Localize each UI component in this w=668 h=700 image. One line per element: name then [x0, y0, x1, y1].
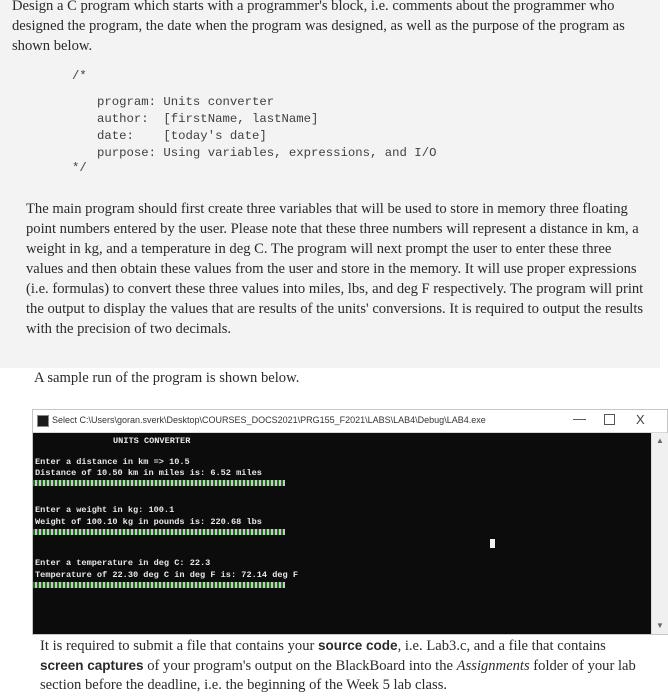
console-output	[33, 433, 651, 634]
console-title: Select C:\Users\goran.sverk\Desktop\COURSES_DOCS2021\PRG155_F2021\LABS\LAB4\Debug\LAB4.exe	[52, 415, 486, 425]
footer-text: folder of your lab section before the deadline, i.e. the beginning of the Week 5 lab class.	[40, 658, 636, 693]
separator-line	[33, 582, 285, 588]
footer-text: of your program's output on the BlackBoard into the	[143, 658, 457, 674]
footer-text: It is required to submit a file that contains your	[40, 638, 319, 654]
comment-open: /*	[72, 69, 87, 83]
footer-bold-screen-captures: screen captures	[40, 658, 144, 673]
footer-italic-assignments: Assignments	[456, 658, 530, 674]
text-cursor	[490, 539, 495, 548]
sample-run-caption: A sample run of the program is shown below.	[34, 370, 300, 386]
console-line: Temperature of 22.30 deg C in deg F is: 72.14 deg F	[35, 570, 299, 580]
console-scrollbar[interactable]	[651, 433, 668, 634]
intro-paragraph: Design a C program which starts with a programmer's block, i.e. comments about the programmer who designed the program, the date when the program was designed, as well as the purpose of the program as shown below.	[12, 0, 625, 54]
console-header: UNITS CONVERTER	[113, 436, 191, 446]
maximize-button[interactable]	[604, 414, 615, 425]
footer-text: , i.e. Lab3.c, and a file that contains	[397, 638, 606, 654]
console-line: Weight of 100.10 kg in pounds is: 220.68 lbs	[35, 517, 262, 527]
minimize-button[interactable]: —	[573, 411, 586, 426]
separator-line	[33, 480, 285, 486]
console-line: Enter a distance in km => 10.5	[35, 457, 190, 467]
console-titlebar[interactable]	[33, 410, 667, 433]
cmd-icon	[37, 415, 49, 427]
programmer-block-code: program: Units converter author: [firstName, lastName] date: [today's date] purpose: Using variables, expressions, and I/O	[97, 95, 437, 160]
main-paragraph: The main program should first create three variables that will be used to store in memory three floating point numbers entered by the user. Please note that these three numbers will represent a distance in km, a weight in kg, and a temperature in deg C. The program will next prompt the user to enter these three values and then obtain these values from the user and store in the memory. It will use proper expressions (i.e. formulas) to convert these three values into miles, lbs, and deg F respectively. The program will print the output to display the values that are results of the units' conversions. It is required to output the results with the precision of two decimals.	[26, 201, 644, 337]
scroll-up-icon[interactable]: ▲	[656, 436, 664, 445]
console-line: Enter a temperature in deg C: 22.3	[35, 558, 211, 568]
scroll-down-icon[interactable]: ▼	[656, 621, 664, 630]
submission-paragraph	[40, 636, 650, 695]
comment-close: */	[72, 161, 87, 175]
footer-bold-source-code: source code	[318, 638, 398, 653]
console-window	[32, 409, 668, 635]
close-button[interactable]: X	[636, 412, 645, 427]
console-line: Enter a weight in kg: 100.1	[35, 505, 175, 515]
console-line: Distance of 10.50 km in miles is: 6.52 miles	[35, 468, 262, 478]
separator-line	[33, 529, 285, 535]
